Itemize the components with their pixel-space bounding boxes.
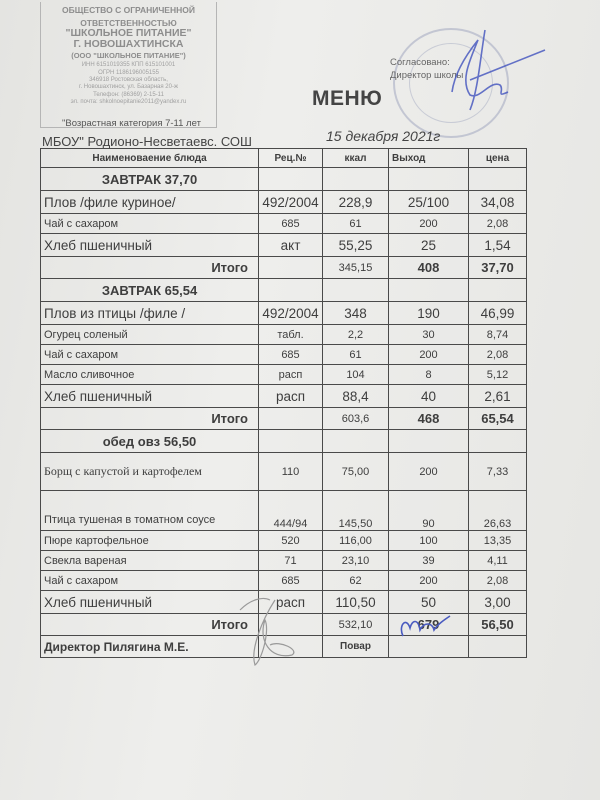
stamp-line: (ООО "ШКОЛЬНОЕ ПИТАНИЕ") <box>71 51 186 60</box>
price: 4,11 <box>469 551 527 571</box>
recipe-number: расп <box>259 591 323 614</box>
section-row <box>41 168 527 191</box>
recipe-number: 520 <box>259 531 323 551</box>
age-category: "Возрастная категория 7-11 лет <box>62 118 201 129</box>
price: 2,08 <box>469 214 527 234</box>
kcal: 603,6 <box>323 408 389 430</box>
output: 25/100 <box>389 191 469 214</box>
table-row <box>41 453 527 491</box>
price: 46,99 <box>469 302 527 325</box>
kcal <box>323 168 389 191</box>
table-row <box>41 491 527 531</box>
recipe-number <box>259 168 323 191</box>
dish-name: Борщ с капустой и картофелем <box>41 453 259 491</box>
kcal <box>323 279 389 302</box>
recipe-number: 492/2004 <box>259 302 323 325</box>
output <box>389 636 469 658</box>
menu-date: 15 декабря 2021г <box>326 128 441 144</box>
recipe-number <box>259 279 323 302</box>
price: 2,08 <box>469 571 527 591</box>
price: 2,61 <box>469 385 527 408</box>
recipe-number <box>259 636 323 658</box>
kcal: 61 <box>323 345 389 365</box>
kcal: 110,50 <box>323 591 389 614</box>
stamp-line: ОГРН 1186196005155 <box>98 69 159 76</box>
header-dish: Наименоваение блюда <box>41 149 259 168</box>
dish-name: ЗАВТРАК 65,54 <box>41 279 259 302</box>
table-header-row <box>41 149 527 168</box>
stamp-line: ИНН 6151019355 КПП 615101001 <box>81 62 176 69</box>
section-row <box>41 430 527 453</box>
recipe-number: 71 <box>259 551 323 571</box>
stamp-line: Г. НОВОШАХТИНСКА <box>73 38 184 50</box>
table-row <box>41 571 527 591</box>
price: 8,74 <box>469 325 527 345</box>
output: 679 <box>389 614 469 636</box>
page-title: МЕНЮ <box>312 87 383 110</box>
dish-name: Свекла вареная <box>41 551 259 571</box>
dish-name: Плов /филе куриное/ <box>41 191 259 214</box>
output: 200 <box>389 453 469 491</box>
output: 8 <box>389 365 469 385</box>
output: 40 <box>389 385 469 408</box>
recipe-number: расп <box>259 365 323 385</box>
stamp-line: г. Новошахтинск, ул. Базарная 20-ж <box>79 84 178 91</box>
dish-name: Чай с сахаром <box>41 571 259 591</box>
kcal: 55,25 <box>323 234 389 257</box>
table-row <box>41 551 527 571</box>
dish-name: Итого <box>41 408 259 430</box>
recipe-number: 110 <box>259 453 323 491</box>
dish-name: Итого <box>41 257 259 279</box>
kcal: Повар <box>323 636 389 658</box>
price: 26,63 <box>469 491 527 531</box>
output: 200 <box>389 214 469 234</box>
output <box>389 430 469 453</box>
output <box>389 279 469 302</box>
approval-position: Директор школы <box>390 70 464 81</box>
recipe-number: акт <box>259 234 323 257</box>
total-row <box>41 408 527 430</box>
kcal: 62 <box>323 571 389 591</box>
dish-name: Чай с сахаром <box>41 214 259 234</box>
dish-name: Плов из птицы /филе / <box>41 302 259 325</box>
price: 13,35 <box>469 531 527 551</box>
total-row <box>41 257 527 279</box>
table-row <box>41 191 527 214</box>
recipe-number: расп <box>259 385 323 408</box>
recipe-number <box>259 614 323 636</box>
output: 50 <box>389 591 469 614</box>
price: 56,50 <box>469 614 527 636</box>
kcal: 75,00 <box>323 453 389 491</box>
kcal: 88,4 <box>323 385 389 408</box>
header-price: цена <box>469 149 527 168</box>
header-output: Выход <box>389 149 469 168</box>
kcal: 23,10 <box>323 551 389 571</box>
dish-name: Итого <box>41 614 259 636</box>
output: 200 <box>389 345 469 365</box>
price: 3,00 <box>469 591 527 614</box>
recipe-number: 685 <box>259 214 323 234</box>
total-row <box>41 614 527 636</box>
stamp-line: Телефон: (86369) 2-15-11 <box>93 91 164 98</box>
dish-name: Хлеб пшеничный <box>41 385 259 408</box>
stamp-line: эл. почта: shkolnoepitanie2011@yandex.ru <box>70 99 187 106</box>
recipe-number: 685 <box>259 571 323 591</box>
kcal: 345,15 <box>323 257 389 279</box>
kcal: 116,00 <box>323 531 389 551</box>
output <box>389 168 469 191</box>
kcal: 228,9 <box>323 191 389 214</box>
dish-name: Пюре картофельное <box>41 531 259 551</box>
table-row <box>41 302 527 325</box>
table-row <box>41 591 527 614</box>
recipe-number <box>259 430 323 453</box>
stamp-line: 346918 Ростовская область, <box>89 77 168 84</box>
table-row <box>41 214 527 234</box>
table-row <box>41 345 527 365</box>
dish-name: Хлеб пшеничный <box>41 234 259 257</box>
recipe-number <box>259 408 323 430</box>
dish-name: обед овз 56,50 <box>41 430 259 453</box>
stamp-line: ОБЩЕСТВО С ОГРАНИЧЕННОЙ <box>62 5 195 15</box>
output: 90 <box>389 491 469 531</box>
stamp-line: ОТВЕТСТВЕННОСТЬЮ <box>80 18 177 28</box>
recipe-number: 492/2004 <box>259 191 323 214</box>
recipe-number: 685 <box>259 345 323 365</box>
price: 1,54 <box>469 234 527 257</box>
kcal <box>323 430 389 453</box>
kcal: 104 <box>323 365 389 385</box>
output: 30 <box>389 325 469 345</box>
stamp-line: "ШКОЛЬНОЕ ПИТАНИЕ" <box>65 27 192 39</box>
dish-name: Чай с сахаром <box>41 345 259 365</box>
output: 190 <box>389 302 469 325</box>
dish-name: Хлеб пшеничный <box>41 591 259 614</box>
output: 468 <box>389 408 469 430</box>
school-seal <box>393 28 509 138</box>
table-row <box>41 365 527 385</box>
school-name: МБОУ" Родионо-Несветаевс. СОШ <box>42 134 252 149</box>
table-row <box>41 385 527 408</box>
kcal: 61 <box>323 214 389 234</box>
table-row <box>41 234 527 257</box>
kcal: 348 <box>323 302 389 325</box>
recipe-number <box>259 257 323 279</box>
recipe-number: табл. <box>259 325 323 345</box>
dish-name: Директор Пилягина М.Е. <box>41 636 259 658</box>
dish-name: Масло сливочное <box>41 365 259 385</box>
price: 37,70 <box>469 257 527 279</box>
header-kcal: ккал <box>323 149 389 168</box>
price <box>469 430 527 453</box>
recipe-number: 444/94 <box>259 491 323 531</box>
output: 25 <box>389 234 469 257</box>
dish-name: Огурец соленый <box>41 325 259 345</box>
output: 200 <box>389 571 469 591</box>
section-row <box>41 279 527 302</box>
price <box>469 168 527 191</box>
price: 7,33 <box>469 453 527 491</box>
kcal: 145,50 <box>323 491 389 531</box>
table-row <box>41 531 527 551</box>
menu-table <box>40 148 527 658</box>
signature-row <box>41 636 527 658</box>
price: 65,54 <box>469 408 527 430</box>
dish-name: ЗАВТРАК 37,70 <box>41 168 259 191</box>
price: 34,08 <box>469 191 527 214</box>
approval-label: Согласовано: <box>390 57 450 68</box>
output: 408 <box>389 257 469 279</box>
kcal: 2,2 <box>323 325 389 345</box>
kcal: 532,10 <box>323 614 389 636</box>
output: 39 <box>389 551 469 571</box>
output: 100 <box>389 531 469 551</box>
price: 2,08 <box>469 345 527 365</box>
dish-name: Птица тушеная в томатном соусе <box>41 491 259 531</box>
price <box>469 636 527 658</box>
price: 5,12 <box>469 365 527 385</box>
table-row <box>41 325 527 345</box>
approval-block <box>390 56 463 82</box>
price <box>469 279 527 302</box>
header-recipe: Рец.№ <box>259 149 323 168</box>
organization-stamp <box>40 2 217 128</box>
